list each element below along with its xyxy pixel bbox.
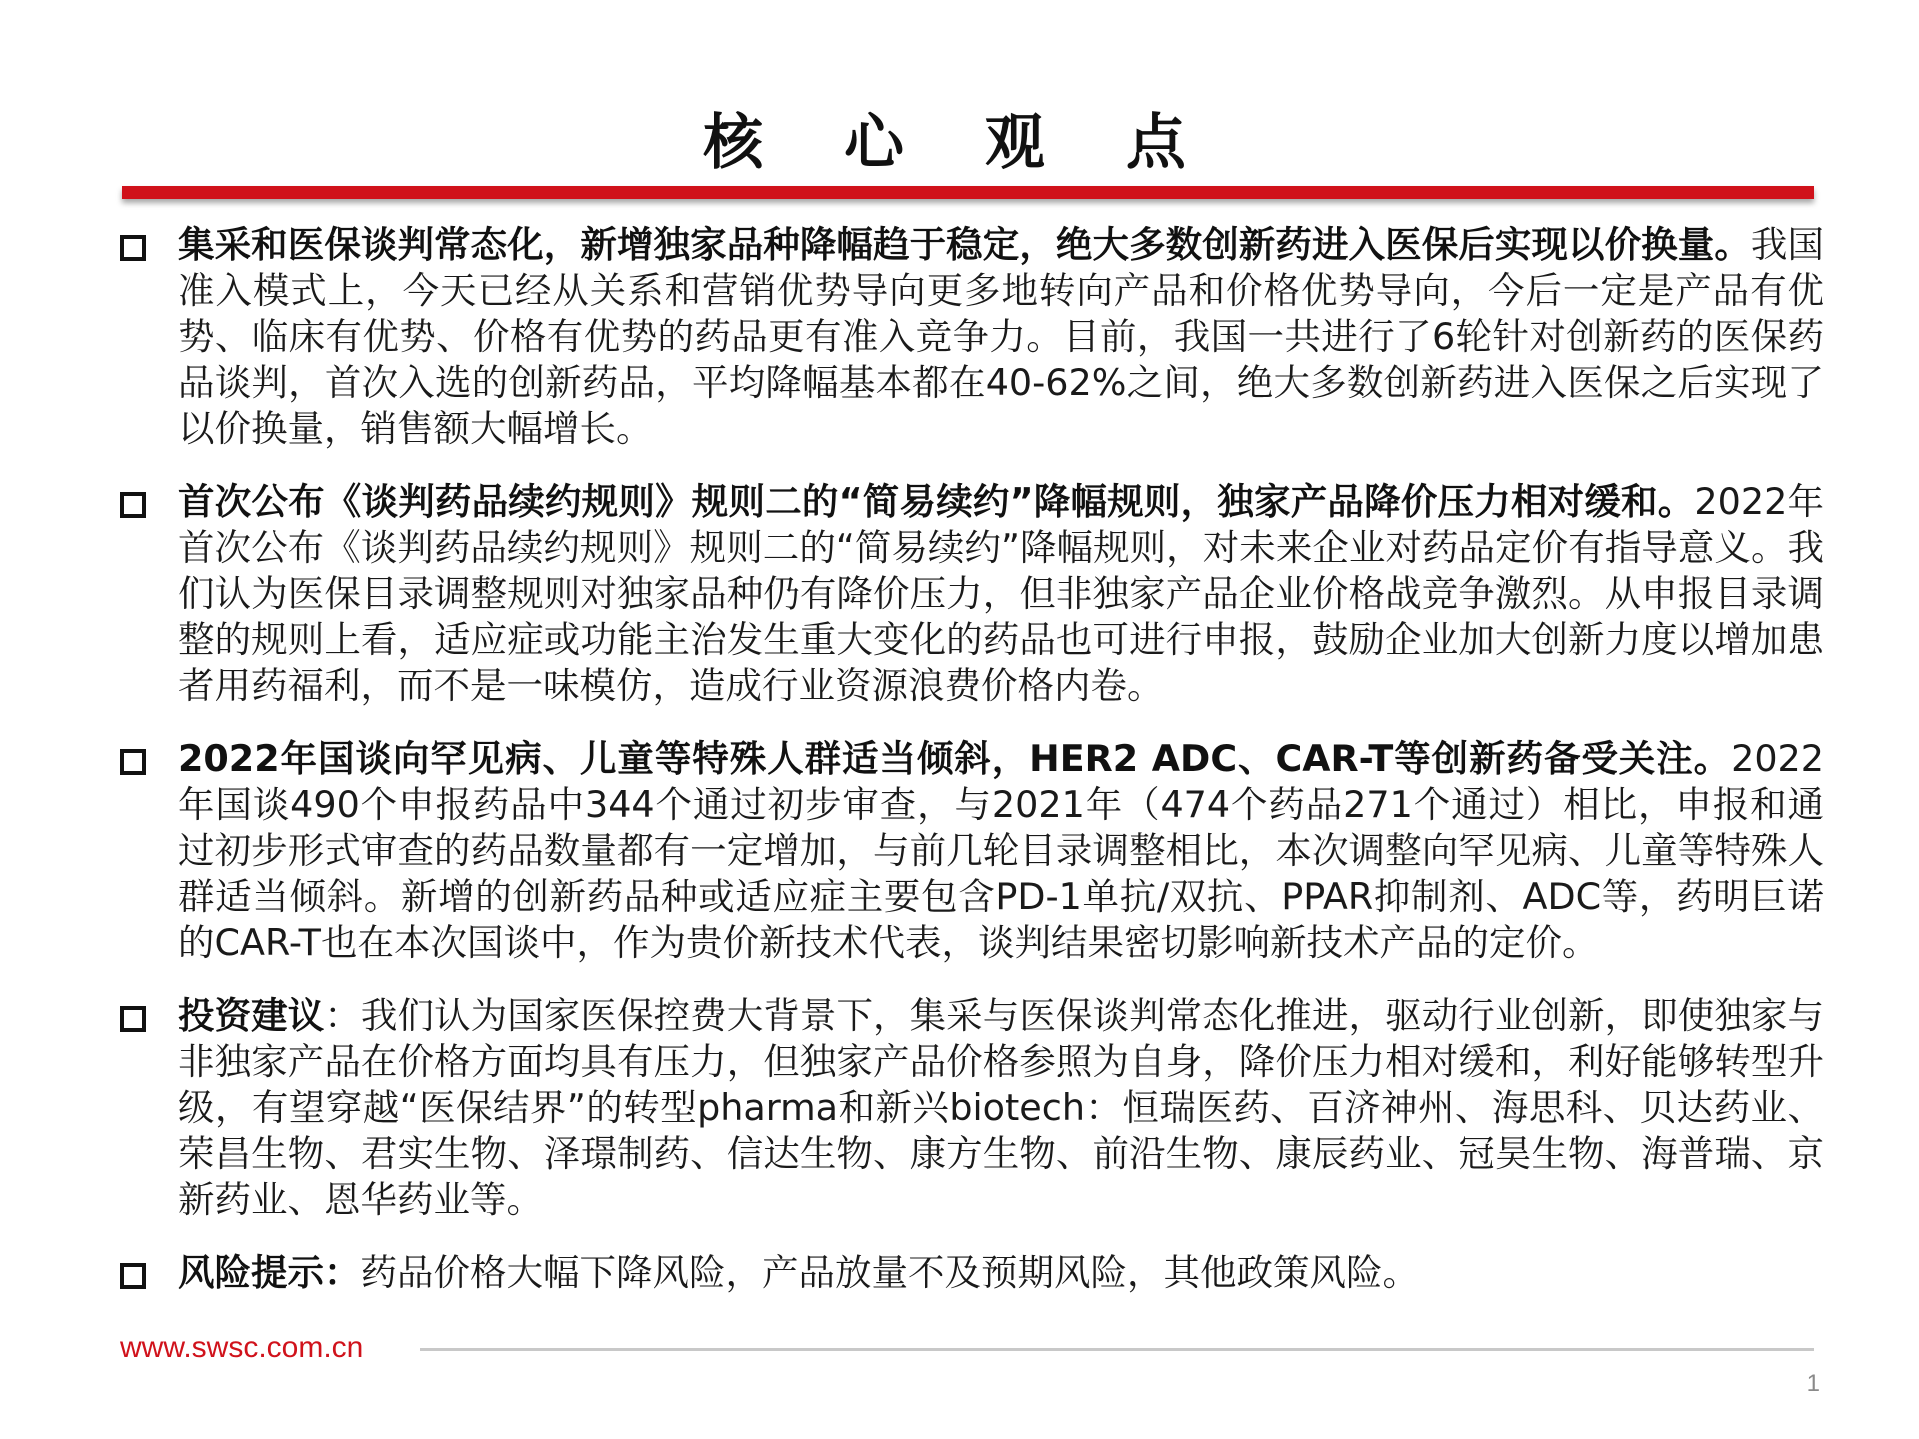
key-point-item — [114, 736, 1824, 966]
square-bullet-icon — [120, 749, 146, 775]
key-point-heading: 2022年国谈向罕见病、儿童等特殊人群适当倾斜，HER2 ADC、CAR-T等创新药备受关注。 — [178, 737, 1732, 780]
square-bullet-icon — [120, 1263, 146, 1289]
title-underline-bar — [122, 186, 1814, 199]
key-point-item — [114, 479, 1824, 709]
key-point-heading: 首次公布《谈判药品续约规则》规则二的“简易续约”降幅规则，独家产品降价压力相对缓和。 — [178, 480, 1695, 523]
key-point-body: 药品价格大幅下降风险，产品放量不及预期风险，其他政策风险。 — [360, 1251, 1419, 1294]
key-point-heading: 集采和医保谈判常态化，新增独家品种降幅趋于稳定，绝大多数创新药进入医保后实现以价换量。 — [178, 223, 1751, 266]
key-point-body: 我国准入模式上，今天已经从关系和营销优势导向更多地转向产品和价格优势导向，今后一定是产品有优势、临床有优势、价格有优势的药品更有准入竞争力。目前，我国一共进行了6轮针对创新药的医保药品谈判，首次入选的创新药品，平均降幅基本都在40-62%之间，绝大多数创新药进入医保之后实现了以价换量，销售额大幅增长。 — [178, 223, 1825, 450]
key-point-body: 2022年首次公布《谈判药品续约规则》规则二的“简易续约”降幅规则，对未来企业对药品定价有指导意义。我们认为医保目录调整规则对独家品种仍有降价压力，但非独家产品企业价格战竞争激烈。从申报目录调整的规则上看，适应症或功能主治发生重大变化的药品也可进行申报，鼓励企业加大创新力度以增加患者用药福利，而不是一味模仿，造成行业资源浪费价格内卷。 — [178, 480, 1824, 707]
key-points-list — [114, 222, 1824, 1323]
page-number: 1 — [1806, 1370, 1820, 1397]
square-bullet-icon — [120, 235, 146, 261]
key-point-body: 2022年国谈490个申报药品中344个通过初步审查，与2021年（474个药品271个通过）相比，申报和通过初步形式审查的药品数量都有一定增加，与前几轮目录调整相比，本次调整向罕见病、儿童等特殊人群适当倾斜。新增的创新药品种或适应症主要包含PD-1单抗/双抗、PPAR抑制剂、ADC等，药明巨诺的CAR-T也在本次国谈中，作为贵价新技术代表，谈判结果密切影响新技术产品的定价。 — [178, 737, 1824, 964]
square-bullet-icon — [120, 1006, 146, 1032]
page-title: 核 心 观 点 — [703, 108, 1216, 178]
key-point-item — [114, 993, 1824, 1223]
key-point-item — [114, 1250, 1824, 1296]
footer-divider — [420, 1348, 1814, 1351]
footer-website-link[interactable]: www.swsc.com.cn — [120, 1331, 364, 1364]
key-point-body: ：我们认为国家医保控费大背景下，集采与医保谈判常态化推进，驱动行业创新，即使独家与非独家产品在价格方面均具有压力，但独家产品价格参照为自身，降价压力相对缓和，利好能够转型升级，有望穿越“医保结界”的转型pharma和新兴biotech：恒瑞医药、百济神州、海思科、贝达药业、荣昌生物、君实生物、泽璟制药、信达生物、康方生物、前沿生物、康辰药业、冠昊生物、海普瑞、京新药业、恩华药业等。 — [178, 994, 1825, 1221]
key-point-item — [114, 222, 1824, 452]
key-point-heading: 风险提示： — [178, 1251, 361, 1294]
key-point-heading: 投资建议 — [178, 994, 325, 1037]
square-bullet-icon — [120, 492, 146, 518]
